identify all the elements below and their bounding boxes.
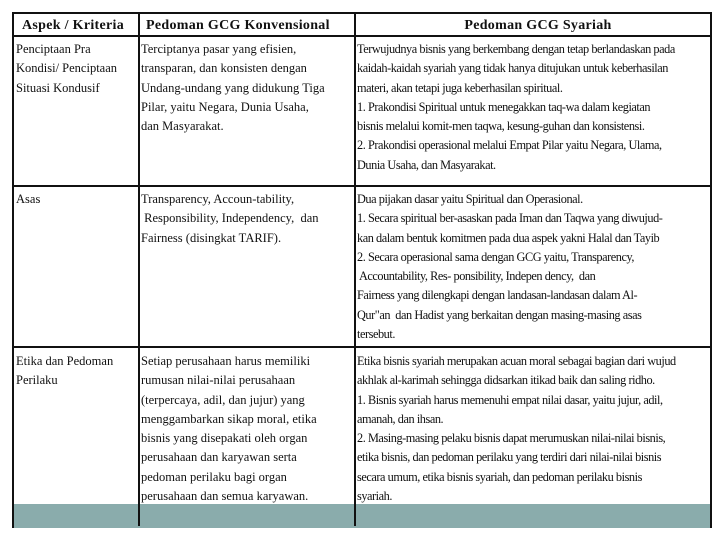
row3-aspect: Etika dan Pedoman Perilaku bbox=[16, 354, 114, 388]
header-konvensional: Pedoman GCG Konvensional bbox=[146, 18, 330, 33]
column-divider bbox=[354, 14, 356, 526]
header-syariah: Pedoman GCG Syariah bbox=[464, 18, 612, 33]
header-divider bbox=[14, 35, 710, 37]
footer-band bbox=[14, 504, 710, 528]
row1-konvensional: Terciptanya pasar yang efisien, transparan, dan konsisten dengan Undang-undang yang didukung Tiga Pilar, yaitu Negara, Dunia Usaha, dan Masyarakat. bbox=[141, 42, 325, 134]
row3-konvensional: Setiap perusahaan harus memiliki rumusan nilai-nilai perusahaan (terpercaya, adil, dan jujur) yang menggambarkan sikap moral, etika bisnis yang disepakati oleh organ perusahaan dan karyawan serta pedoman perilaku bagi organ perusahaan dan semua karyawan. bbox=[141, 354, 317, 504]
row2-syariah: Dua pijakan dasar yaitu Spiritual dan Operasional. 1. Secara spiritual ber-asaskan pada Iman dan Taqwa yang diwujud- kan dalam bentuk komitmen pada dua aspek yakni Halal dan Tayib 2. Secara operasional sama dengan GCG yaitu, Transparency, Accountability, Res- ponsibility, Indepen dency, dan Fairness yang dilengkapi dengan landasan-landasan dalam Al- Qur"an dan Hadist yang berkaitan dengan masing-masing asas tersebut. bbox=[357, 192, 663, 342]
row2-konvensional: Transparency, Accoun-tability, Responsibility, Independency, dan Fairness (disingkat TARIF). bbox=[141, 192, 319, 245]
row3-syariah: Etika bisnis syariah merupakan acuan moral sebagai bagian dari wujud akhlak al-karimah sehingga didsarkan itikad baik dan saling ridho. 1. Bisnis syariah harus memenuhi empat nilai dasar, yaitu jujur, adil, amanah, dan ihsan. 2. Masing-masing pelaku bisnis dapat merumuskan nilai-nilai bisnis, etika bisnis, dan pedoman perilaku yang terdiri dari nilai-nilai bisnis secara umum, etika bisnis syariah, dan pedoman perilaku bisnis syariah. bbox=[357, 354, 676, 504]
row-divider bbox=[14, 346, 710, 348]
row1-syariah: Terwujudnya bisnis yang berkembang dengan tetap berlandaskan pada kaidah-kaidah syariah yang tidak hanya ditujukan untuk keberhasilan materi, akan tetapi juga keberhasilan spiritual. 1. Prakondisi Spiritual untuk menegakkan taq-wa dalam kegiatan bisnis melalui komit-men taqwa, kesung-guhan dan konsistensi. 2. Prakondisi operasional melalui Empat Pilar yaitu Negara, Ulama, Dunia Usaha, dan Masyarakat. bbox=[357, 42, 675, 172]
row-divider bbox=[14, 185, 710, 187]
row2-aspect: Asas bbox=[16, 192, 41, 206]
gcg-comparison-table bbox=[12, 12, 712, 528]
row1-aspect: Penciptaan Pra Kondisi/ Penciptaan Situasi Kondusif bbox=[16, 42, 118, 95]
column-divider bbox=[138, 14, 140, 526]
header-aspek: Aspek / Kriteria bbox=[22, 18, 125, 33]
